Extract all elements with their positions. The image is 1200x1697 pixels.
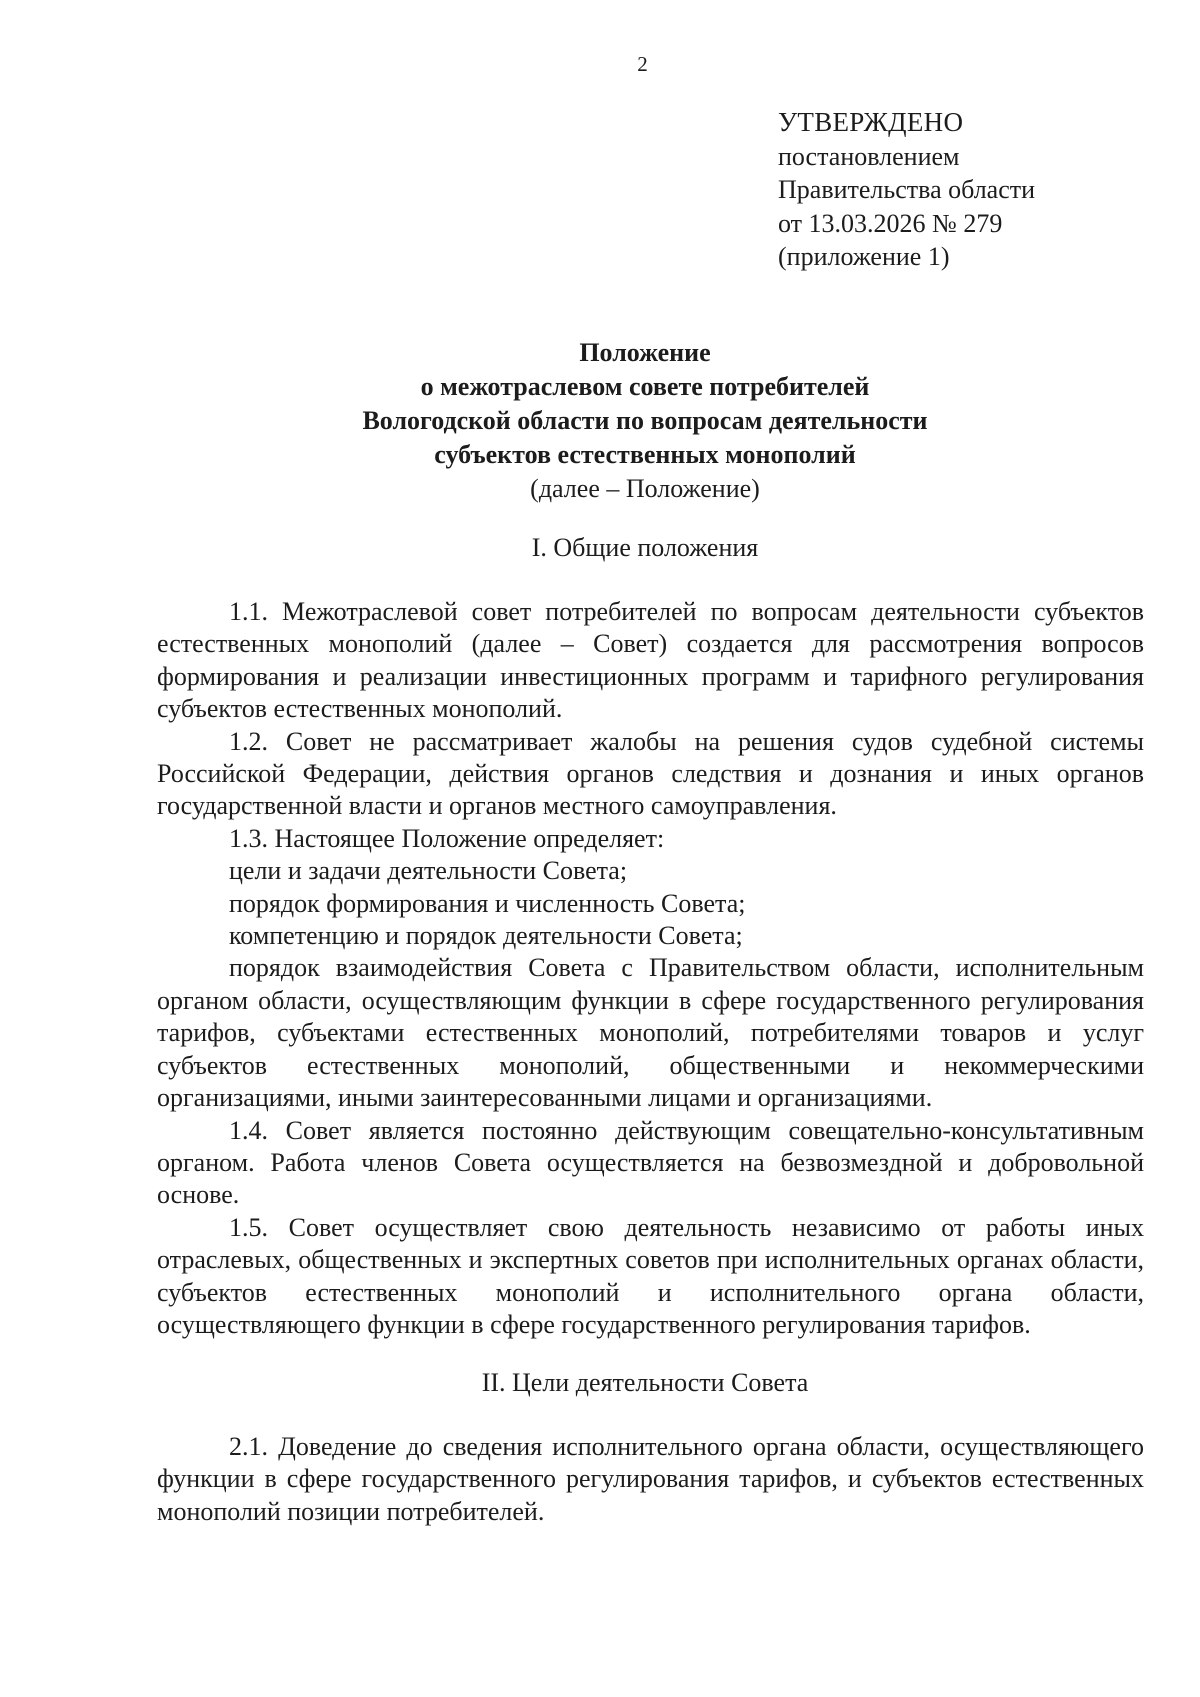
paragraph: 1.4. Совет является постоянно действующим совещательно-консультативным органом. Работа членов Совета осуществляется на безвозмездной и добровольной основе. (157, 1115, 1144, 1210)
list-item: порядок взаимодействия Совета с Правительством области, исполнительным органом области, осуществляющим функции в сфере государственного регулирования тарифов, субъектами естественных монополий, потребителями товаров и услуг субъектов естественных монополий, общественными и некоммерческими организациями, иными заинтересованными лицами и организациями. (157, 953, 1144, 1113)
approval-line: (приложение 1) (778, 242, 950, 271)
list-item: цели и задачи деятельности Совета; (229, 856, 628, 886)
section-body (157, 596, 1144, 1341)
paragraph: 1.1. Межотраслевой совет потребителей по вопросам деятельности субъектов естественных монополий (далее – Совет) создается для рассмотрения вопросов формирования и реализации инвестиционных программ и тарифного регулирования субъектов естественных монополий. (157, 597, 1144, 724)
paragraph: 1.2. Совет не рассматривает жалобы на решения судов судебной системы Российской Федерации, действия органов следствия и дознания и иных органов государственной власти и органов местного самоуправления. (157, 726, 1144, 821)
approval-stamp (778, 106, 1035, 274)
section-heading: I. Общие положения (531, 533, 759, 562)
list-item: порядок формирования и численность Совета; (229, 888, 746, 918)
document-title (120, 336, 1170, 506)
title-line: Положение (579, 338, 711, 367)
approval-line: от 13.03.2026 № 279 (778, 208, 1003, 238)
approval-heading: УТВЕРЖДЕНО (778, 107, 964, 137)
paragraph: 1.5. Совет осуществляет свою деятельность независимо от работы иных отраслевых, общественных и экспертных советов при исполнительных органах области, субъектов естественных монополий и исполнительного органа области, осуществляющего функции в сфере государственного регулирования тарифов. (157, 1212, 1144, 1339)
title-line: о межотраслевом совете потребителей (420, 372, 870, 401)
paragraph: 2.1. Доведение до сведения исполнительного органа области, осуществляющего функции в сфере государственного регулирования тарифов, и субъектов естественных монополий позиции потребителей. (157, 1432, 1144, 1526)
section-heading: II. Цели деятельности Совета (481, 1368, 809, 1397)
section-body (157, 1431, 1144, 1528)
approval-line: Правительства области (778, 175, 1036, 204)
paragraph: 1.3. Настоящее Положение определяет: (229, 823, 665, 853)
page-number: 2 (637, 52, 648, 76)
title-subline: (далее – Положение) (530, 474, 760, 503)
approval-line: постановлением (778, 141, 960, 171)
title-line: субъектов естественных монополий (434, 440, 856, 469)
list-item: компетенцию и порядок деятельности Совета; (229, 921, 743, 951)
title-line: Вологодской области по вопросам деятельности (362, 406, 928, 435)
